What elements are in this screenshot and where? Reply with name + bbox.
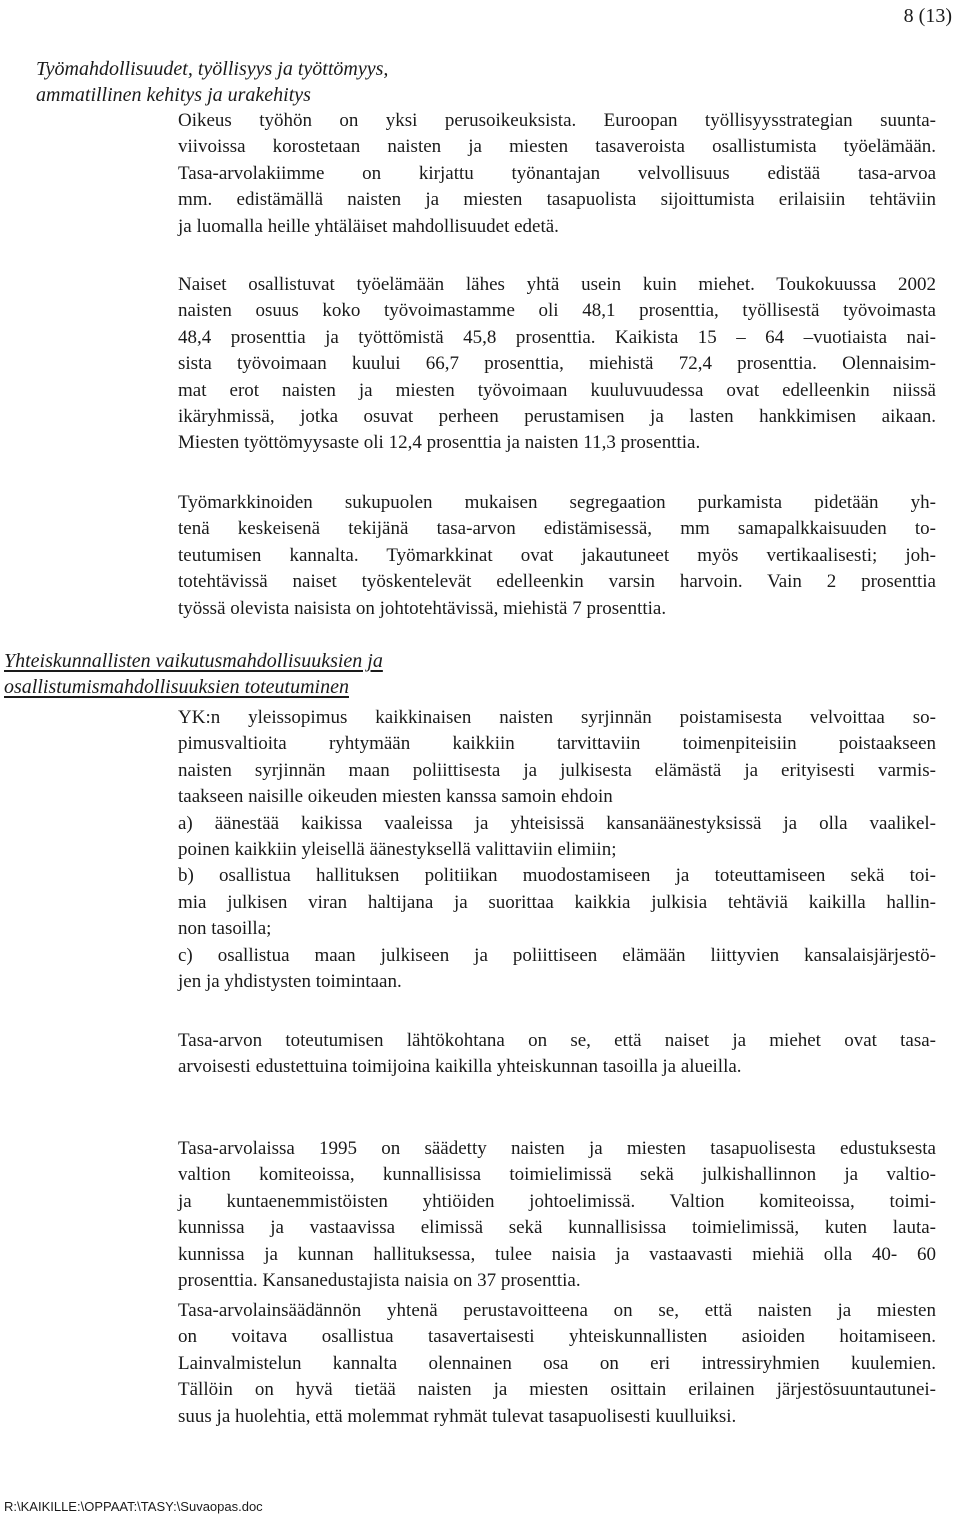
text-line: Miesten työttömyysaste oli 12,4 prosenttia ja naisten 11,3 prosenttia. bbox=[178, 432, 701, 454]
text-line: b) osallistua hallituksen politiikan muodostamiseen ja toteuttamiseen sekä toi- bbox=[178, 865, 936, 887]
text-line: mia julkisen viran haltijana ja suorittaa kaikkia julkisia tehtäviä kaikilla hallin- bbox=[178, 891, 936, 913]
text-line: Lainvalmistelun kannalta olennainen osa on eri intressiryhmien kuulemien. bbox=[178, 1352, 936, 1374]
section-heading-employment bbox=[36, 56, 388, 108]
section-heading-participation bbox=[4, 648, 383, 700]
text-line: prosenttia. Kansanedustajista naisia on 37 prosenttia. bbox=[178, 1270, 581, 1292]
text-line: kunnissa ja kunnan hallituksessa, tulee naisia ja vastaavasti miehiä olla 40- 60 bbox=[178, 1243, 936, 1265]
text-line: a) äänestää kaikissa vaaleissa ja yhteisissä kansanäänestyksissä ja olla vaalikel- bbox=[178, 812, 936, 834]
text-line: mat erot naisten ja miesten työvoimaan kuuluvuudessa ovat edelleenkin niissä bbox=[178, 379, 936, 401]
text-line: pimusvaltioita ryhtymään kaikkiin tarvittaviin toimenpiteisiin poistaakseen bbox=[178, 733, 936, 755]
text-line: tenä keskeisenä tekijänä tasa-arvon edistämisessä, mm samapalkkaisuuden to- bbox=[178, 518, 936, 540]
text-line: Tasa-arvolakiimme on kirjattu työnantajan velvollisuus edistää tasa-arvoa bbox=[178, 162, 936, 184]
text-line: YK:n yleissopimus kaikkinaisen naisten syrjinnän poistamisesta velvoittaa so- bbox=[178, 707, 936, 728]
text-line: Oikeus työhön on yksi perusoikeuksista. Euroopan työllisyysstrategian suunta- bbox=[178, 110, 936, 131]
paragraph bbox=[178, 1028, 936, 1081]
text-line: non tasoilla; bbox=[178, 918, 272, 940]
text-line: c) osallistua maan julkiseen ja poliittiseen elämään liittyvien kansalaisjärjestö- bbox=[178, 944, 936, 966]
text-line: 48,4 prosenttia ja työttömistä 45,8 prosenttia. Kaikista 15 – 64 –vuotiaista nai- bbox=[178, 326, 936, 348]
paragraph bbox=[178, 705, 936, 995]
text-line: poinen kaikkiin yleisellä äänestyksellä valittaviin elimiin; bbox=[178, 839, 617, 861]
text-line: naisten syrjinnän maan poliittisesta ja julkisesta elämästä ja erityisesti varmis- bbox=[178, 759, 936, 781]
text-line: Naiset osallistuvat työelämään lähes yhtä usein kuin miehet. Toukokuussa 2002 bbox=[178, 274, 936, 295]
heading-line: osallistumismahdollisuuksien toteutuminen bbox=[4, 676, 349, 698]
text-line: sista työvoimaan kuului 66,7 prosenttia, miehistä 72,4 prosenttia. Olennaisim- bbox=[178, 353, 936, 375]
text-line: viivoissa korostetaan naisten ja miesten tasaveroista osallistumista työelämään. bbox=[178, 136, 936, 158]
text-line: arvoisesti edustettuina toimijoina kaikilla yhteiskunnan tasoilla ja alueilla. bbox=[178, 1056, 742, 1078]
text-line: teutumisen kannalta. Työmarkkinat ovat jakautuneet myös vertikaalisesti; joh- bbox=[178, 544, 936, 566]
paragraph bbox=[178, 108, 936, 240]
paragraph bbox=[178, 1136, 936, 1294]
text-line: Tasa-arvon toteutumisen lähtökohtana on se, että naiset ja miehet ovat tasa- bbox=[178, 1030, 936, 1051]
text-line: valtion komiteoissa, kunnallisissa toimielimissä sekä julkishallinnon ja valtio- bbox=[178, 1164, 936, 1186]
text-line: suus ja huolehtia, että molemmat ryhmät tulevat tasapuolisesti kuulluiksi. bbox=[178, 1405, 737, 1427]
text-line: totehtävissä naiset työskentelevät edelleenkin varsin harvoin. Vain 2 prosenttia bbox=[178, 571, 936, 593]
text-line: jen ja yhdistysten toimintaan. bbox=[178, 971, 402, 993]
paragraph bbox=[178, 272, 936, 457]
text-line: Tasa-arvolaissa 1995 on säädetty naisten ja miesten tasapuolisesta edustuksesta bbox=[178, 1138, 936, 1159]
text-line: mm. edistämällä naisten ja miesten tasapuolista sijoittumista erilaisiin tehtäviin bbox=[178, 189, 936, 211]
text-line: ja luomalla heille yhtäläiset mahdollisuudet edetä. bbox=[178, 215, 559, 237]
heading-line: ammatillinen kehitys ja urakehitys bbox=[36, 84, 311, 106]
paragraph bbox=[178, 490, 936, 622]
text-line: naisten osuus koko työvoimastamme oli 48,1 prosenttia, työllisestä työvoimasta bbox=[178, 300, 936, 322]
text-line: ja kuntaenemmistöisten yhtiöiden johtoelimissä. Valtion komiteoissa, toimi- bbox=[178, 1190, 936, 1212]
page-number: 8 (13) bbox=[903, 5, 952, 27]
text-line: työssä olevista naisista on johtotehtävissä, miehistä 7 prosenttia. bbox=[178, 597, 667, 619]
text-line: Tällöin on hyvä tietää naisten ja miesten osittain erilainen järjestösuuntautunei- bbox=[178, 1379, 936, 1401]
footer-file-path: R:\KAIKILLE:\OPPAAT:\TASY:\Suvaopas.doc bbox=[4, 1499, 263, 1514]
text-line: ikäryhmissä, jotka osuvat perheen perustamisen ja lasten hankkimisen aikaan. bbox=[178, 406, 936, 428]
text-line: Työmarkkinoiden sukupuolen mukaisen segregaation purkamista pidetään yh- bbox=[178, 492, 936, 513]
text-line: Tasa-arvolainsäädännön yhtenä perustavoitteena on se, että naisten ja miesten bbox=[178, 1300, 936, 1321]
heading-line: Työmahdollisuudet, työllisyys ja työttömyys, bbox=[36, 58, 389, 80]
paragraph bbox=[178, 1298, 936, 1430]
text-line: taakseen naisille oikeuden miesten kanssa samoin ehdoin bbox=[178, 786, 613, 808]
text-line: on voitava osallistua tasavertaisesti yhteiskunnallisten asioiden hoitamiseen. bbox=[178, 1326, 936, 1348]
heading-line: Yhteiskunnallisten vaikutusmahdollisuuksien ja bbox=[4, 650, 383, 672]
text-line: kunnissa ja vastaavissa elimissä sekä kunnallisissa toimielimissä, kuten lauta- bbox=[178, 1217, 936, 1239]
